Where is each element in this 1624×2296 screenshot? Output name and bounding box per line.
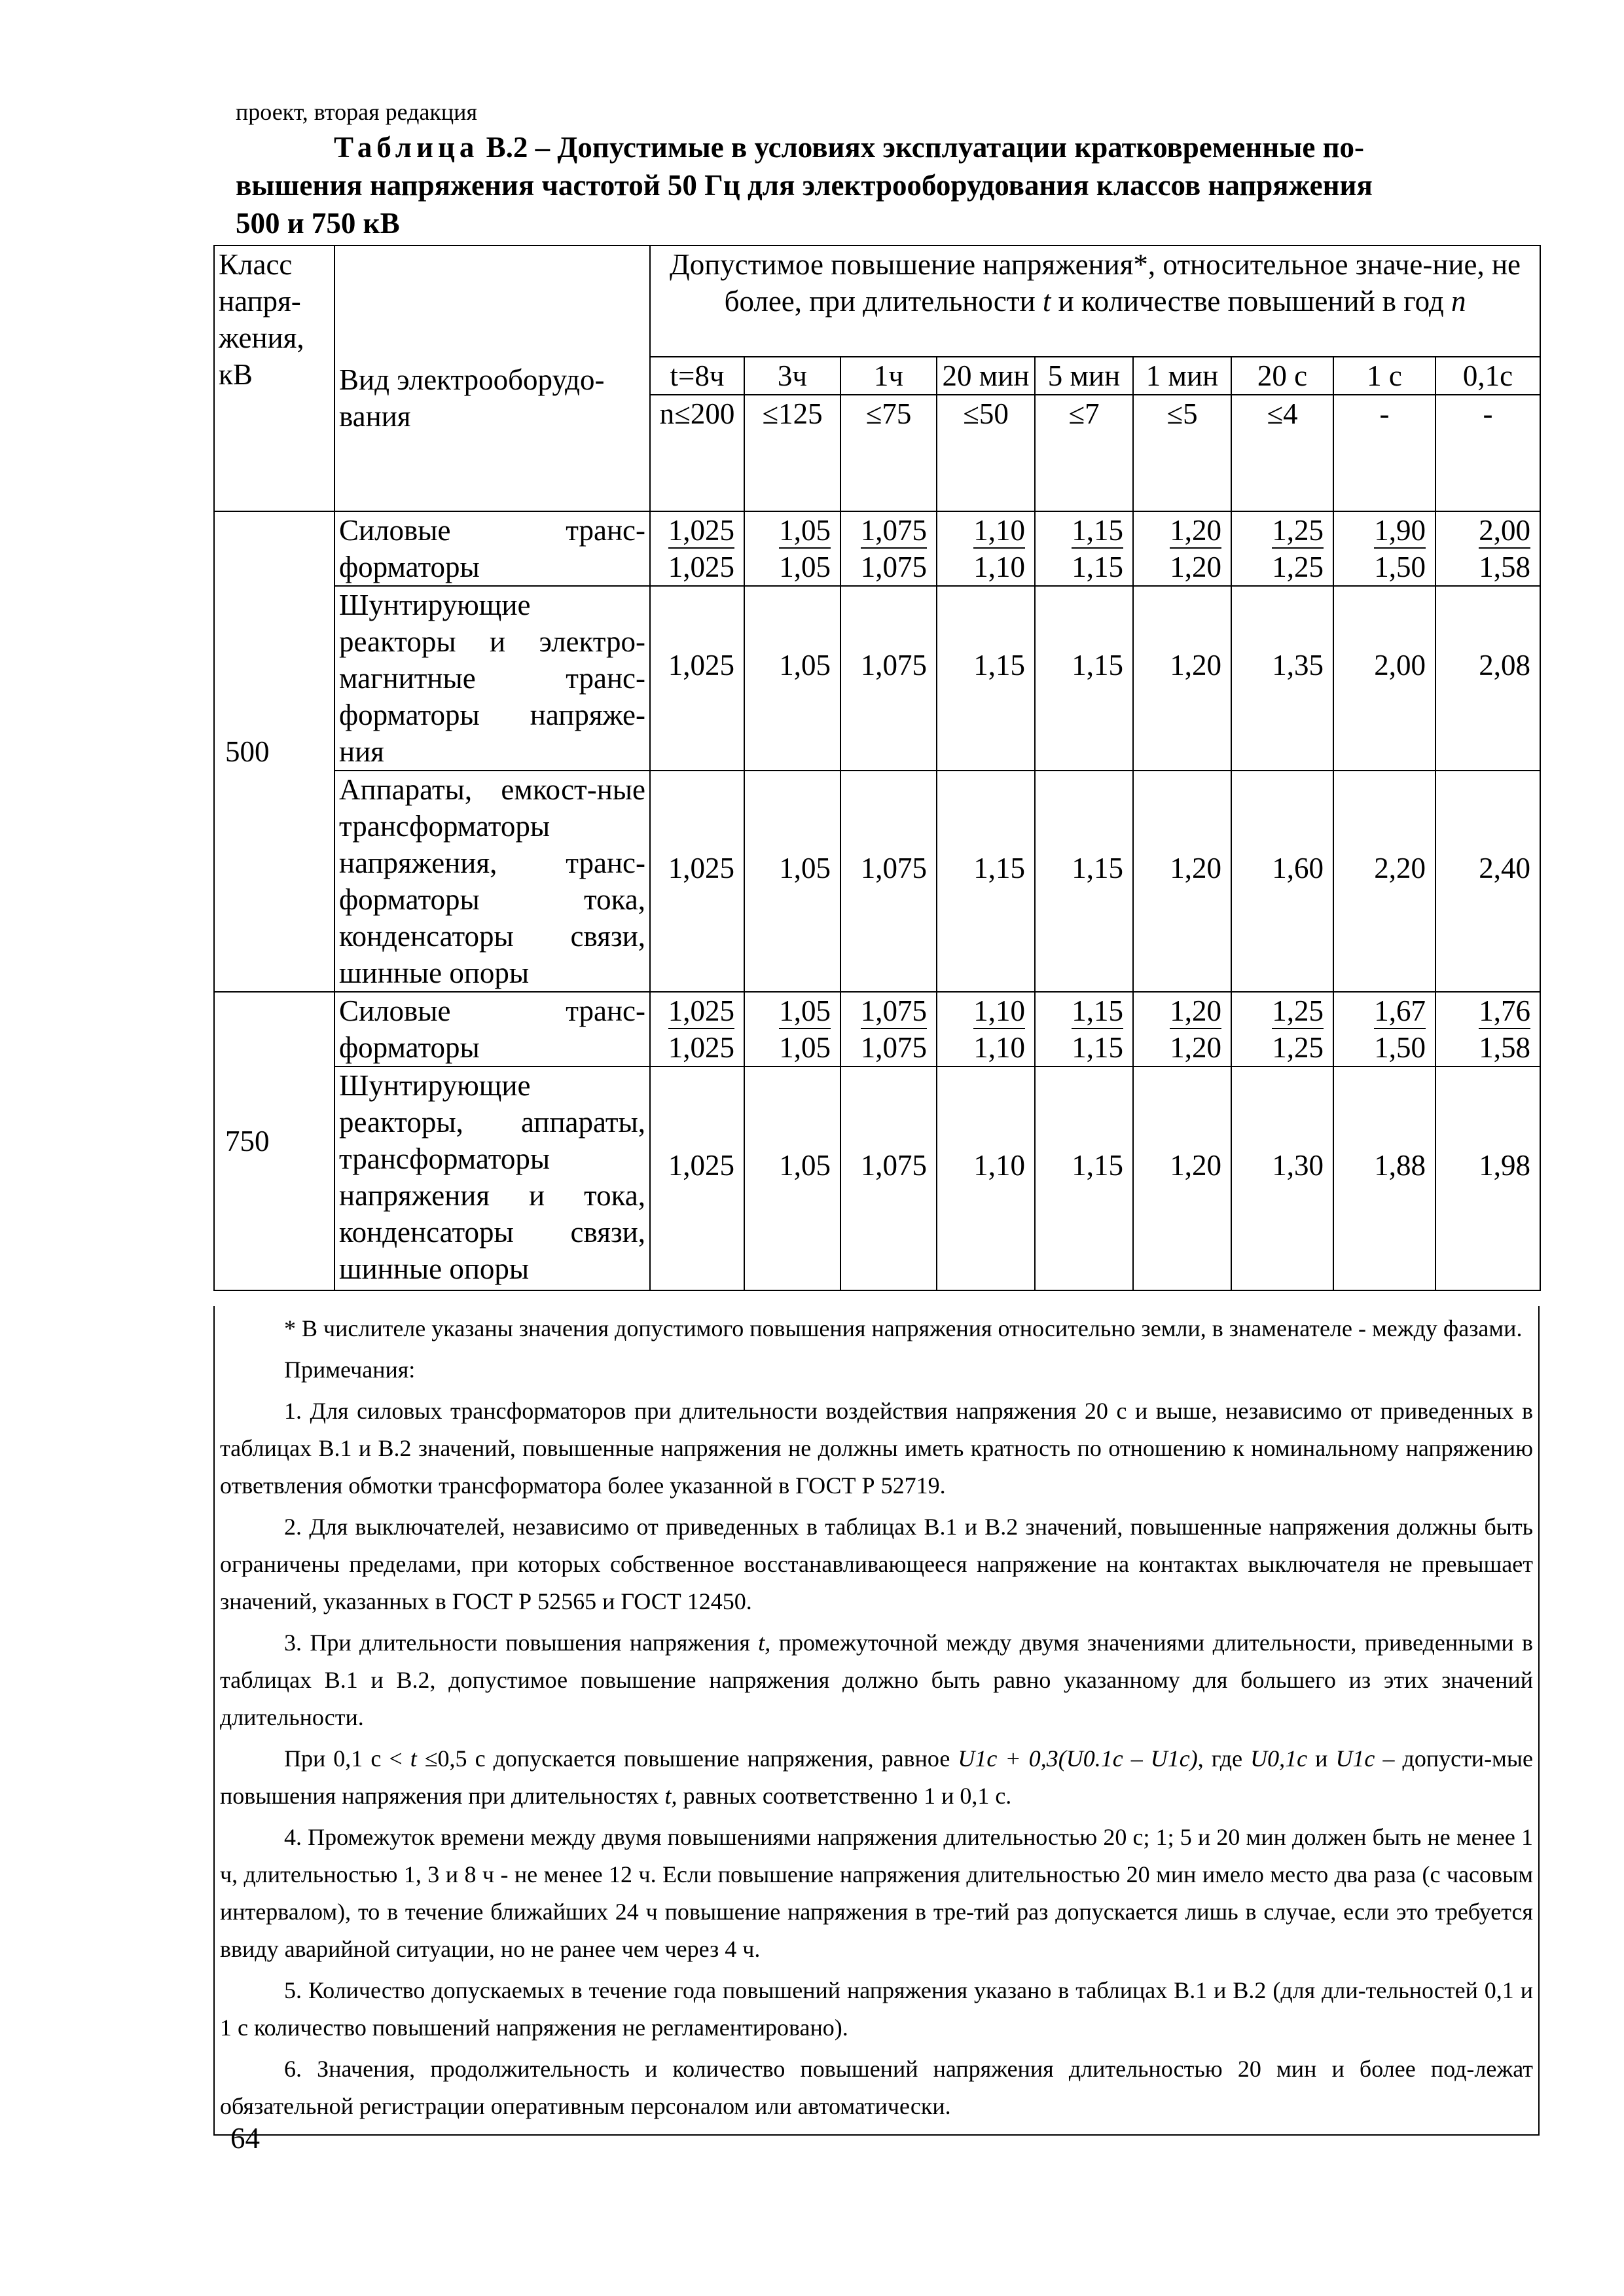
numerator-value: 1,25 (1272, 513, 1324, 549)
table-title-line-1: В.2 – Допустимые в условиях эксплуатации кратковременные по- (486, 131, 1365, 164)
denominator-value: 1,025 (668, 551, 734, 583)
duration-header: 20 мин (937, 357, 1035, 395)
denominator-value: 1,58 (1479, 1031, 1531, 1064)
denominator-value: 1,25 (1272, 1031, 1324, 1064)
numerator-value: 1,76 (1479, 994, 1530, 1029)
duration-header: 3ч (744, 357, 840, 395)
fraction-cell (1435, 511, 1540, 586)
value-cell: 1,20 (1133, 771, 1231, 992)
count-header: ≤4 (1231, 395, 1333, 511)
numerator-value: 1,075 (861, 994, 927, 1029)
numerator-value: 1,10 (973, 994, 1025, 1029)
duration-header: t=8ч (650, 357, 744, 395)
note-5: 5. Количество допускаемых в течение года повышений напряжения указано в таблицах В.1 и В.2 (для дли-тельностей 0,1 и 1 с количество повышений напряжения не регламентировано). (220, 1977, 1533, 2041)
col-header-overvoltage-b: и количестве повышений в год (1051, 285, 1451, 318)
table-label: Таблица (334, 131, 479, 164)
table-row (214, 992, 1540, 1066)
numerator-value: 1,05 (779, 513, 831, 549)
note-3-b: промежуточной между двумя значениями длительности, приведенными в таблицах В.1 и В.2, допустимое повышение напряжения должно быть равно указанному для большего из этих значений длительности. (220, 1630, 1534, 1730)
duration-header: 5 мин (1035, 357, 1133, 395)
table-row (214, 586, 1540, 771)
value-cell: 1,075 (840, 1066, 937, 1290)
numerator-value: 1,025 (668, 994, 734, 1029)
note-3x-u1: U1c (1335, 1745, 1375, 1772)
count-header: ≤125 (744, 395, 840, 511)
value-cell: 1,15 (937, 771, 1035, 992)
fraction-cell (1435, 992, 1540, 1066)
footnote: * В числителе указаны значения допустимого повышения напряжения относительно земли, в знаменателе - между фазами. (284, 1315, 1523, 1341)
denominator-value: 1,10 (973, 551, 1025, 583)
value-cell: 1,20 (1133, 586, 1231, 771)
fraction-cell (650, 992, 744, 1066)
denominator-value: 1,50 (1374, 551, 1426, 583)
count-header: ≤7 (1035, 395, 1133, 511)
duration-header: 1 с (1333, 357, 1435, 395)
col-header-overvoltage (650, 246, 1540, 357)
fraction-cell (937, 992, 1035, 1066)
denominator-value: 1,05 (779, 551, 831, 583)
table-row (214, 771, 1540, 992)
denominator-value: 1,58 (1479, 551, 1531, 583)
value-cell: 1,88 (1333, 1066, 1435, 1290)
value-cell: 1,20 (1133, 1066, 1231, 1290)
fraction-cell (937, 511, 1035, 586)
count-header: n≤200 (650, 395, 744, 511)
fraction-cell (1133, 511, 1231, 586)
denominator-value: 1,20 (1170, 551, 1221, 583)
note-3-t: t, (758, 1630, 771, 1656)
value-cell: 1,05 (744, 1066, 840, 1290)
denominator-value: 1,15 (1072, 1031, 1123, 1064)
equipment-cell: Аппараты, емкост-ные трансформаторы напряжения, транс-форматоры тока, конденсаторы связи, шинные опоры (334, 771, 650, 992)
note-3x-b: ≤0,5 с допускается повышение напряжения, равное (416, 1745, 958, 1772)
fraction-cell (1333, 992, 1435, 1066)
numerator-value: 1,25 (1272, 994, 1324, 1029)
denominator-value: 1,075 (860, 1031, 927, 1064)
col-header-equipment: Вид электрооборудо-вания (334, 246, 650, 511)
denominator-value: 1,50 (1374, 1031, 1426, 1064)
numerator-value: 1,15 (1072, 513, 1123, 549)
denominator-value: 1,20 (1170, 1031, 1221, 1064)
duration-header: 1ч (840, 357, 937, 395)
voltage-class-cell: 750 (214, 992, 334, 1290)
table-title-line-2: вышения напряжения частотой 50 Гц для электрооборудования классов напряжения (236, 169, 1373, 202)
fraction-cell (744, 511, 840, 586)
value-cell: 1,025 (650, 586, 744, 771)
table-title-line-3: 500 и 750 кВ (236, 207, 400, 240)
col-header-overvoltage-a: Допустимое повышение напряжения*, относительное значе-ние, не более, при длительности (670, 248, 1521, 318)
table-row (214, 1066, 1540, 1290)
equipment-cell: Силовые транс-форматоры (334, 511, 650, 586)
denominator-value: 1,15 (1072, 551, 1123, 583)
value-cell: 2,20 (1333, 771, 1435, 992)
fraction-cell (744, 992, 840, 1066)
note-3x-t2: t, (664, 1783, 677, 1809)
fraction-cell (840, 511, 937, 586)
duration-header: 0,1с (1435, 357, 1540, 395)
value-cell: 1,15 (1035, 1066, 1133, 1290)
note-6: 6. Значения, продолжительность и количество повышений напряжения длительностью 20 мин и более под-лежат обязательной регистрации оперативным персоналом или автоматически. (220, 2056, 1533, 2119)
value-cell: 1,10 (937, 1066, 1035, 1290)
overvoltage-table (213, 245, 1541, 1291)
note-1: 1. Для силовых трансформаторов при длительности воздействия напряжения 20 с и выше, независимо от приведенных в таблицах В.1 и В.2 значений, повышенные напряжения не должны иметь кратность по отношению к номинальному напряжению ответвления обмотки трансформатора более указанной в ГОСТ Р 52719. (220, 1398, 1533, 1499)
note-3 (220, 1624, 1533, 1736)
value-cell: 1,15 (1035, 771, 1133, 992)
count-header: - (1435, 395, 1540, 511)
value-cell: 1,15 (937, 586, 1035, 771)
duration-header: 1 мин (1133, 357, 1231, 395)
value-cell: 1,025 (650, 1066, 744, 1290)
fraction-cell (1231, 511, 1333, 586)
value-cell: 1,15 (1035, 586, 1133, 771)
numerator-value: 1,10 (973, 513, 1025, 549)
numerator-value: 1,075 (861, 513, 927, 549)
value-cell: 1,05 (744, 586, 840, 771)
numerator-value: 1,67 (1374, 994, 1426, 1029)
note-3x-t: t (410, 1745, 417, 1772)
table-row (214, 511, 1540, 586)
col-header-n: n (1451, 285, 1466, 318)
col-header-voltage-class: Класс напря-жения, кВ (214, 246, 334, 511)
denominator-value: 1,25 (1272, 551, 1324, 583)
draft-note: проект, вторая редакция (236, 99, 477, 125)
denominator-value: 1,075 (860, 551, 927, 583)
fraction-cell (1133, 992, 1231, 1066)
note-3-extra (220, 1740, 1533, 1815)
note-3x-e: – допусти-мые повышения напряжения при длительностях (220, 1745, 1534, 1809)
fraction-cell (1231, 992, 1333, 1066)
denominator-value: 1,025 (668, 1031, 734, 1064)
denominator-value: 1,05 (779, 1031, 831, 1064)
equipment-cell: Шунтирующие реакторы и электро-магнитные транс-форматоры напряже-ния (334, 586, 650, 771)
note-4: 4. Промежуток времени между двумя повышениями напряжения длительностью 20 с; 1; 5 и 20 мин должен быть не менее 1 ч, длительностью 1, 3 и 8 ч - не менее 12 ч. Если повышение напряжения длительностью 20 мин имело место два раза (с часовым интервалом), то в течение ближайших 24 ч повышение напряжения в тре-тий раз допускается лишь в случае, если это требуется ввиду аварийной ситуации, но не ранее чем через 4 ч. (220, 1824, 1533, 1962)
value-cell: 1,30 (1231, 1066, 1333, 1290)
table-notes (213, 1306, 1540, 2136)
value-cell: 1,98 (1435, 1066, 1540, 1290)
voltage-class-cell: 500 (214, 511, 334, 992)
fraction-cell (1035, 511, 1133, 586)
note-2: 2. Для выключателей, независимо от приведенных в таблицах В.1 и В.2 значений, повышенные напряжения должны быть ограничены пределами, при которых собственное восстанавливающееся напряжение на контактах выключателя не превышает значений, указанных в ГОСТ Р 52565 и ГОСТ 12450. (220, 1514, 1533, 1614)
col-header-t: t (1042, 285, 1051, 318)
value-cell: 1,60 (1231, 771, 1333, 992)
note-3x-a: При 0,1 с < (284, 1745, 410, 1772)
value-cell: 1,35 (1231, 586, 1333, 771)
numerator-value: 1,20 (1170, 513, 1221, 549)
numerator-value: 1,025 (668, 513, 734, 549)
fraction-cell (650, 511, 744, 586)
value-cell: 1,075 (840, 586, 937, 771)
note-3-a: 3. При длительности повышения напряжения (284, 1630, 759, 1656)
value-cell: 1,05 (744, 771, 840, 992)
numerator-value: 1,20 (1170, 994, 1221, 1029)
notes-heading: Примечания: (284, 1357, 416, 1383)
note-3x-d: и (1307, 1745, 1336, 1772)
fraction-cell (1035, 992, 1133, 1066)
value-cell: 2,40 (1435, 771, 1540, 992)
numerator-value: 1,15 (1072, 994, 1123, 1029)
fraction-cell (840, 992, 937, 1066)
count-header: ≤50 (937, 395, 1035, 511)
equipment-cell: Силовые транс-форматоры (334, 992, 650, 1066)
numerator-value: 1,90 (1374, 513, 1426, 549)
denominator-value: 1,10 (973, 1031, 1025, 1064)
note-3x-f: равных соответственно 1 и 0,1 с. (677, 1783, 1012, 1809)
table-title (236, 128, 1538, 242)
value-cell: 1,075 (840, 771, 937, 992)
equipment-cell: Шунтирующие реакторы, аппараты, трансформаторы напряжения и тока, конденсаторы связи, шинные опоры (334, 1066, 650, 1290)
value-cell: 2,00 (1333, 586, 1435, 771)
numerator-value: 1,05 (779, 994, 831, 1029)
fraction-cell (1333, 511, 1435, 586)
value-cell: 2,08 (1435, 586, 1540, 771)
value-cell: 1,025 (650, 771, 744, 992)
count-header: ≤75 (840, 395, 937, 511)
note-3x-u01: U0,1c (1250, 1745, 1308, 1772)
note-3x-c: , где (1197, 1745, 1251, 1772)
count-header: - (1333, 395, 1435, 511)
count-header: ≤5 (1133, 395, 1231, 511)
page-number: 64 (230, 2122, 260, 2155)
numerator-value: 2,00 (1479, 513, 1530, 549)
duration-header: 20 с (1231, 357, 1333, 395)
note-3x-formula: U1c + 0,3(U0.1c – U1c) (958, 1745, 1198, 1772)
